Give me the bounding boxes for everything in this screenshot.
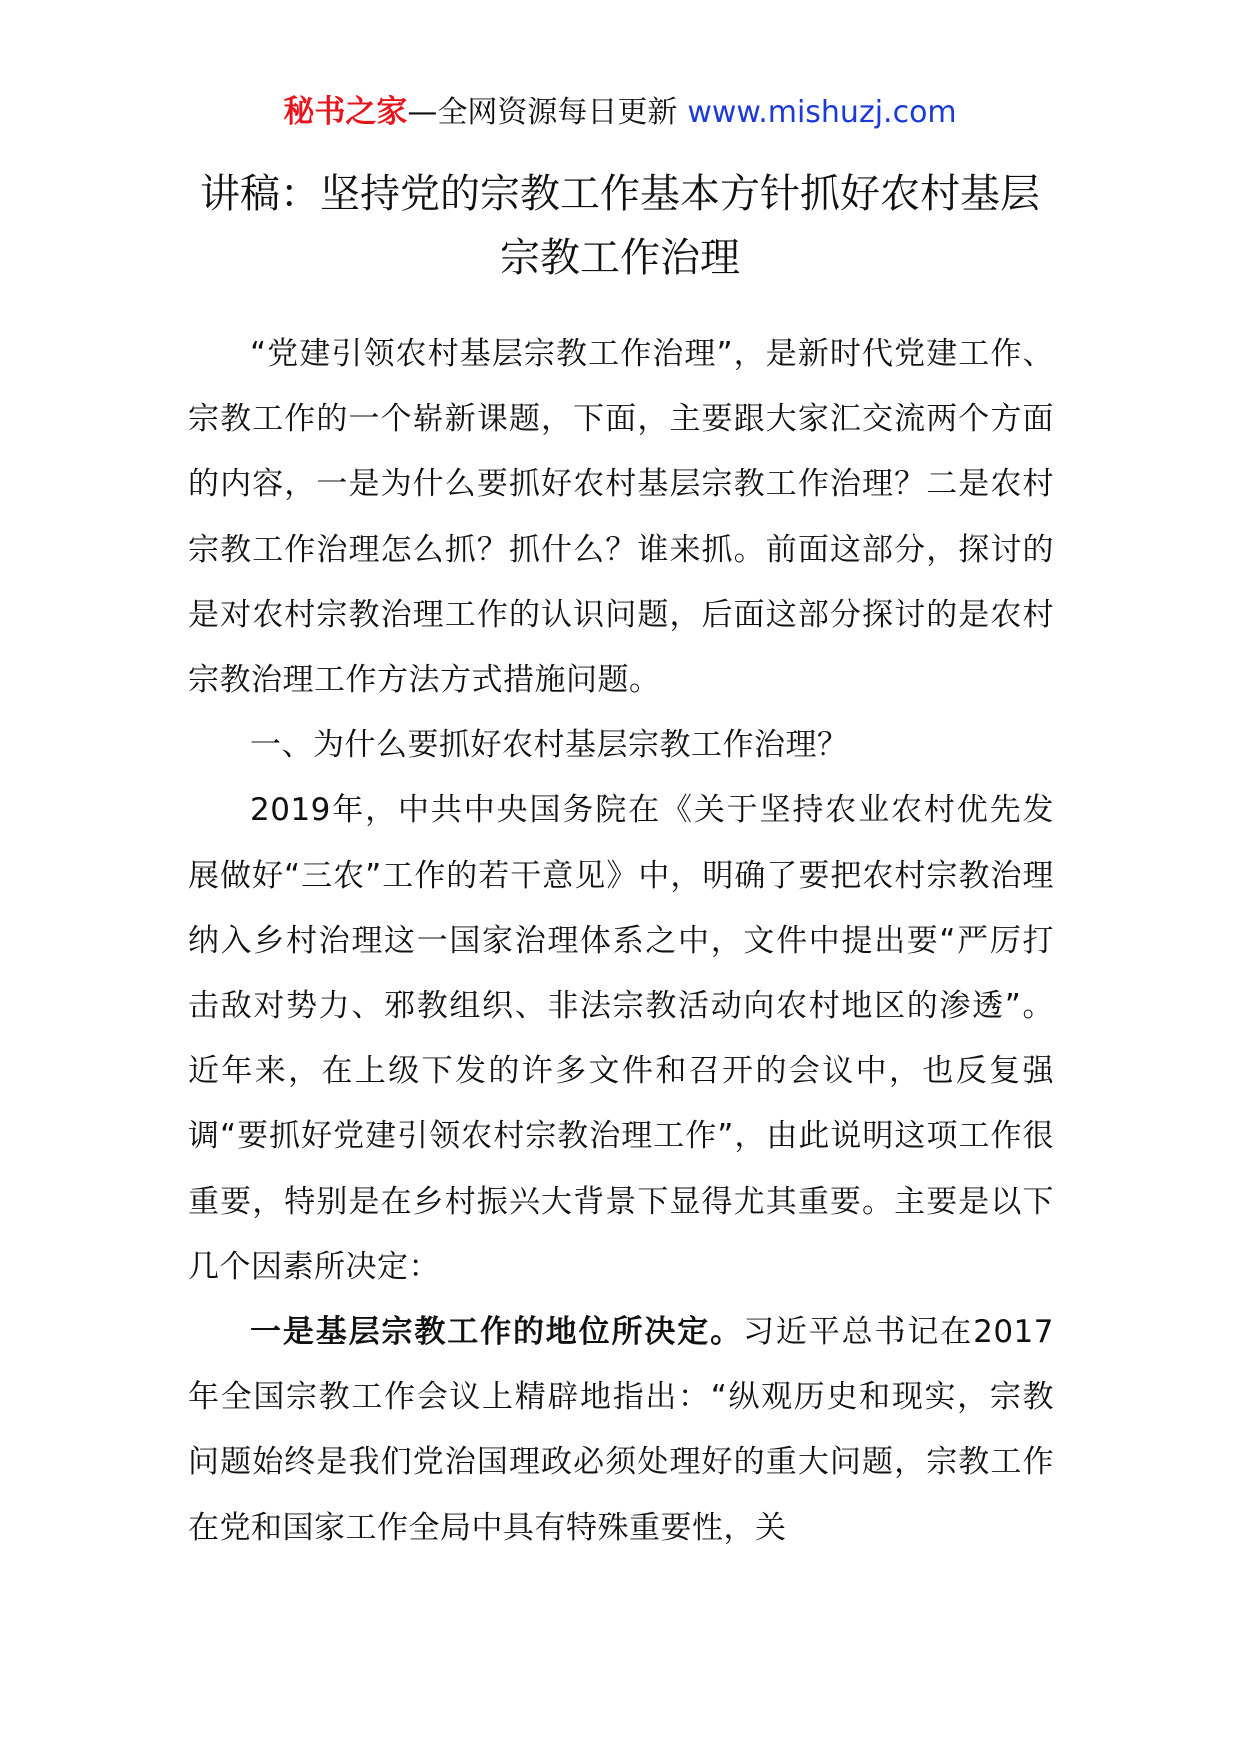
paragraph-point-1 (188, 1300, 1054, 1561)
site-slogan: —全网资源每日更新 (407, 95, 678, 130)
paragraph-intro: “党建引领农村基层宗教工作治理”，是新时代党建工作、宗教工作的一个崭新课题，下面，主要跟大家汇交流两个方面的内容，一是为什么要抓好农村基层宗教工作治理？二是农村宗教工作治理怎么抓？抓什么？谁来抓。前面这部分，探讨的是对农村宗教治理工作的认识问题，后面这部分探讨的是农村宗教治理工作方法方式措施问题。 (188, 336, 1054, 699)
site-banner (0, 92, 1240, 133)
site-brand: 秘书之家 (283, 94, 408, 130)
site-url-link[interactable]: www.mishuzj.com (687, 95, 957, 130)
paragraph-background: 2019年，中共中央国务院在《关于坚持农业农村优先发展做好“三农”工作的若干意见》中，明确了要把农村宗教治理纳入乡村治理这一国家治理体系之中，文件中提出要“严厉打击敌对势力、邪教组织、非法宗教活动向农村地区的渗透”。近年来，在上级下发的许多文件和召开的会议中，也反复强调“要抓好党建引领农村宗教治理工作”，由此说明这项工作很重要，特别是在乡村振兴大背景下显得尤其重要。主要是以下几个因素所决定： (188, 792, 1054, 1285)
point-1-lead: 一是基层宗教工作的地位所决定。 (250, 1314, 744, 1351)
document-title: 讲稿：坚持党的宗教工作基本方针抓好农村基层宗教工作治理 (200, 171, 1040, 281)
point-1-text: 习近平总书记在2017年全国宗教工作会议上精辟地指出：“纵观历史和现实，宗教问题始终是我们党治国理政必须处理好的重大问题，宗教工作在党和国家工作全局中具有特殊重要性，关 (188, 1314, 1054, 1546)
section-heading-1: 一、为什么要抓好农村基层宗教工作治理？ (250, 727, 849, 764)
document-body (188, 322, 1054, 1561)
